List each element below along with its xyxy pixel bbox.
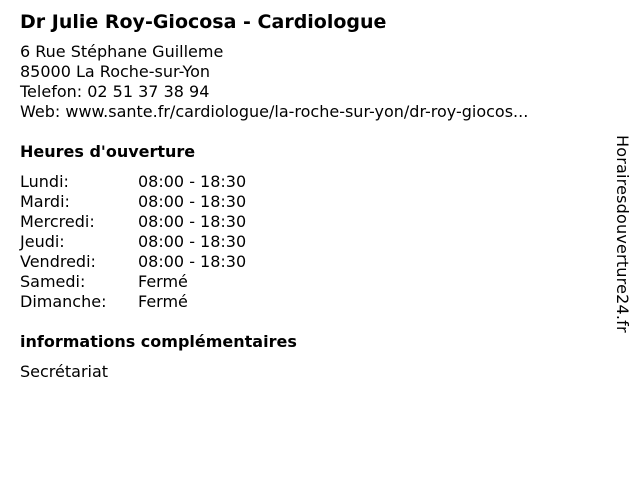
hours-row-tuesday <box>20 192 600 212</box>
hours-row-friday <box>20 252 600 272</box>
time-value: 08:00 - 18:30 <box>138 212 247 231</box>
phone-number: Telefon: 02 51 37 38 94 <box>20 82 210 101</box>
time-value: 08:00 - 18:30 <box>138 192 247 211</box>
day-label: Samedi: <box>20 272 86 291</box>
hours-row-thursday <box>20 232 600 252</box>
time-value: Fermé <box>138 292 188 311</box>
time-value: 08:00 - 18:30 <box>138 252 247 271</box>
street-address: 6 Rue Stéphane Guilleme <box>20 42 224 61</box>
day-label: Dimanche: <box>20 292 107 311</box>
day-label: Vendredi: <box>20 252 96 271</box>
city-address: 85000 La Roche-sur-Yon <box>20 62 211 81</box>
day-label: Mercredi: <box>20 212 95 231</box>
info-heading: informations complémentaires <box>20 332 297 351</box>
hours-heading: Heures d'ouverture <box>20 142 196 161</box>
day-label: Jeudi: <box>20 232 65 251</box>
day-label: Lundi: <box>20 172 69 191</box>
hours-row-wednesday <box>20 212 600 232</box>
site-watermark: Horairesdouverture24.fr <box>613 135 632 333</box>
time-value: 08:00 - 18:30 <box>138 232 247 251</box>
info-text: Secrétariat <box>20 362 109 381</box>
hours-row-saturday <box>20 272 600 292</box>
time-value: Fermé <box>138 272 188 291</box>
website-link[interactable]: Web: www.sante.fr/cardiologue/la-roche-sur-yon/dr-roy-giocos... <box>20 102 529 121</box>
day-label: Mardi: <box>20 192 70 211</box>
listing-card <box>20 10 600 382</box>
page-title: Dr Julie Roy-Giocosa - Cardiologue <box>20 11 387 33</box>
hours-list <box>20 172 600 312</box>
hours-row-monday <box>20 172 600 192</box>
time-value: 08:00 - 18:30 <box>138 172 247 191</box>
hours-row-sunday <box>20 292 600 312</box>
